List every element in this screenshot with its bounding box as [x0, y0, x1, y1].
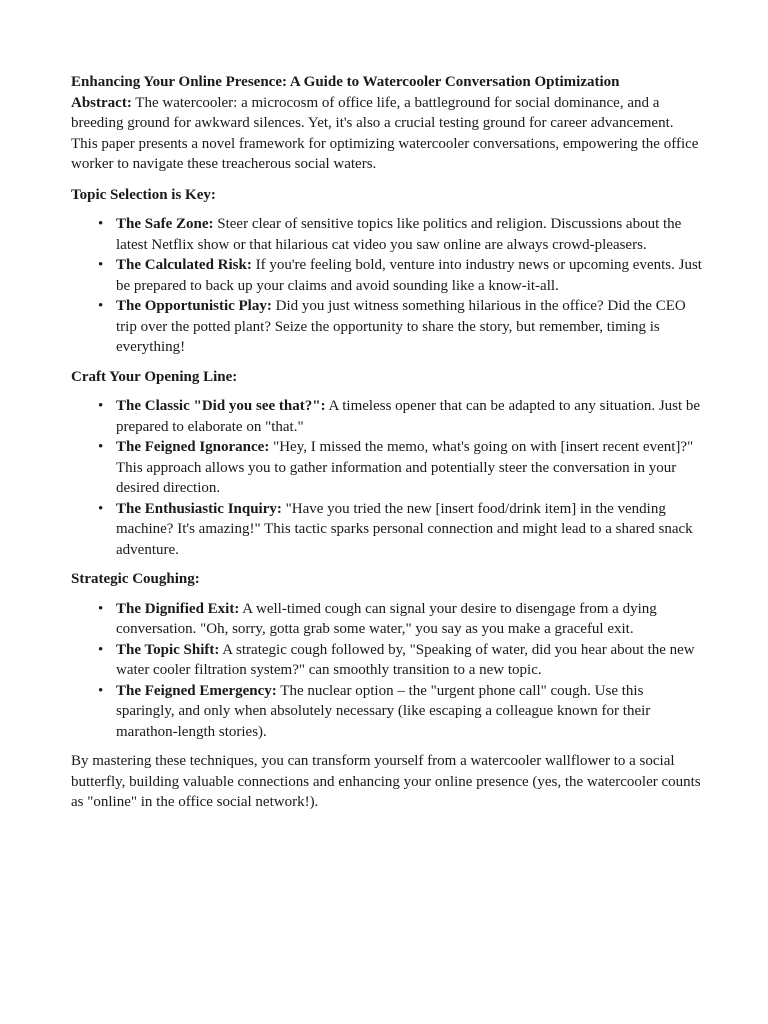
item-text: Steer clear of sensitive topics like politics and religion. Discussions about the latest Netflix show or that hilarious cat video you saw online are always crowd-pleasers. — [116, 216, 682, 253]
abstract-text: The watercooler: a microcosm of office life, a battleground for social dominance, and a breeding ground for awkward silences. Yet, it's also a crucial testing ground for career advancement. This paper presents a novel framework for optimizing watercooler conversations, empowering the office worker to navigate these treacherous social waters. — [71, 94, 699, 172]
bullet-glyph: • — [98, 216, 104, 232]
bullet-glyph: • — [98, 257, 104, 273]
item-term: The Classic "Did you see that?": — [116, 398, 326, 414]
item-term: The Dignified Exit: — [116, 600, 240, 617]
section-list-strategic-coughing — [71, 599, 703, 743]
abstract-label: Abstract: — [71, 94, 132, 111]
bullet-glyph: • — [98, 641, 104, 658]
bullet-glyph: • — [98, 600, 104, 617]
item-term: The Feigned Ignorance: — [116, 439, 270, 455]
section-heading-topic-selection: Topic Selection is Key: — [71, 186, 216, 203]
list-item — [98, 396, 703, 437]
item-term: The Calculated Risk: — [116, 257, 252, 273]
item-term: The Enthusiastic Inquiry: — [116, 500, 282, 517]
item-text: A timeless opener that can be adapted to any situation. Just be prepared to elaborate on "that." — [116, 398, 701, 435]
bullet-glyph: • — [98, 298, 104, 314]
document-title: Enhancing Your Online Presence: A Guide to Watercooler Conversation Optimization — [71, 74, 620, 90]
section-heading-opening-line: Craft Your Opening Line: — [71, 368, 238, 385]
abstract-paragraph — [71, 93, 703, 175]
item-text: A well-timed cough can signal your desire to disengage from a dying conversation. "Oh, sorry, gotta grab some water," you say as you make a graceful exit. — [116, 600, 657, 637]
item-text: A strategic cough followed by, "Speaking of water, did you hear about the new water cooler filtration system?" can smoothly transition to a new topic. — [116, 641, 695, 678]
item-text: If you're feeling bold, venture into industry news or upcoming events. Just be prepared to back up your claims and avoid sounding like a know-it-all. — [116, 257, 702, 294]
list-item — [98, 640, 703, 681]
bullet-glyph: • — [98, 682, 104, 699]
conclusion-paragraph: By mastering these techniques, you can transform yourself from a watercooler wallflower to a social butterfly, building valuable connections and enhancing your online presence (yes, the watercooler counts as "online" in the office social network!). — [71, 753, 701, 810]
item-term: The Feigned Emergency: — [116, 682, 277, 699]
list-item — [98, 255, 703, 296]
list-item — [98, 681, 703, 743]
item-text: "Have you tried the new [insert food/drink item] in the vending machine? It's amazing!" This tactic sparks personal connection and might lead to a shared snack adventure. — [116, 500, 693, 558]
section-heading-strategic-coughing: Strategic Coughing: — [71, 571, 200, 587]
list-item — [98, 499, 703, 561]
section-list-opening-line — [71, 396, 703, 560]
item-term: The Safe Zone: — [116, 216, 214, 232]
document-page — [71, 72, 703, 813]
item-text: "Hey, I missed the memo, what's going on with [insert recent event]?" This approach allows you to gather information and potentially steer the conversation in your desired direction. — [116, 439, 694, 496]
item-text: Did you just witness something hilarious in the office? Did the CEO trip over the potted plant? Seize the opportunity to share the story, but remember, timing is everything! — [116, 298, 686, 355]
bullet-glyph: • — [98, 439, 104, 455]
item-term: The Topic Shift: — [116, 641, 220, 658]
item-text: The nuclear option – the "urgent phone call" cough. Use this sparingly, and only when absolutely necessary (like escaping a colleague known for their marathon-length stories). — [116, 682, 651, 740]
section-list-topic-selection — [71, 214, 703, 358]
list-item — [98, 214, 703, 255]
list-item — [98, 437, 703, 499]
bullet-glyph: • — [98, 398, 104, 414]
bullet-glyph: • — [98, 500, 104, 517]
list-item — [98, 599, 703, 640]
item-term: The Opportunistic Play: — [116, 298, 272, 314]
list-item — [98, 296, 703, 358]
